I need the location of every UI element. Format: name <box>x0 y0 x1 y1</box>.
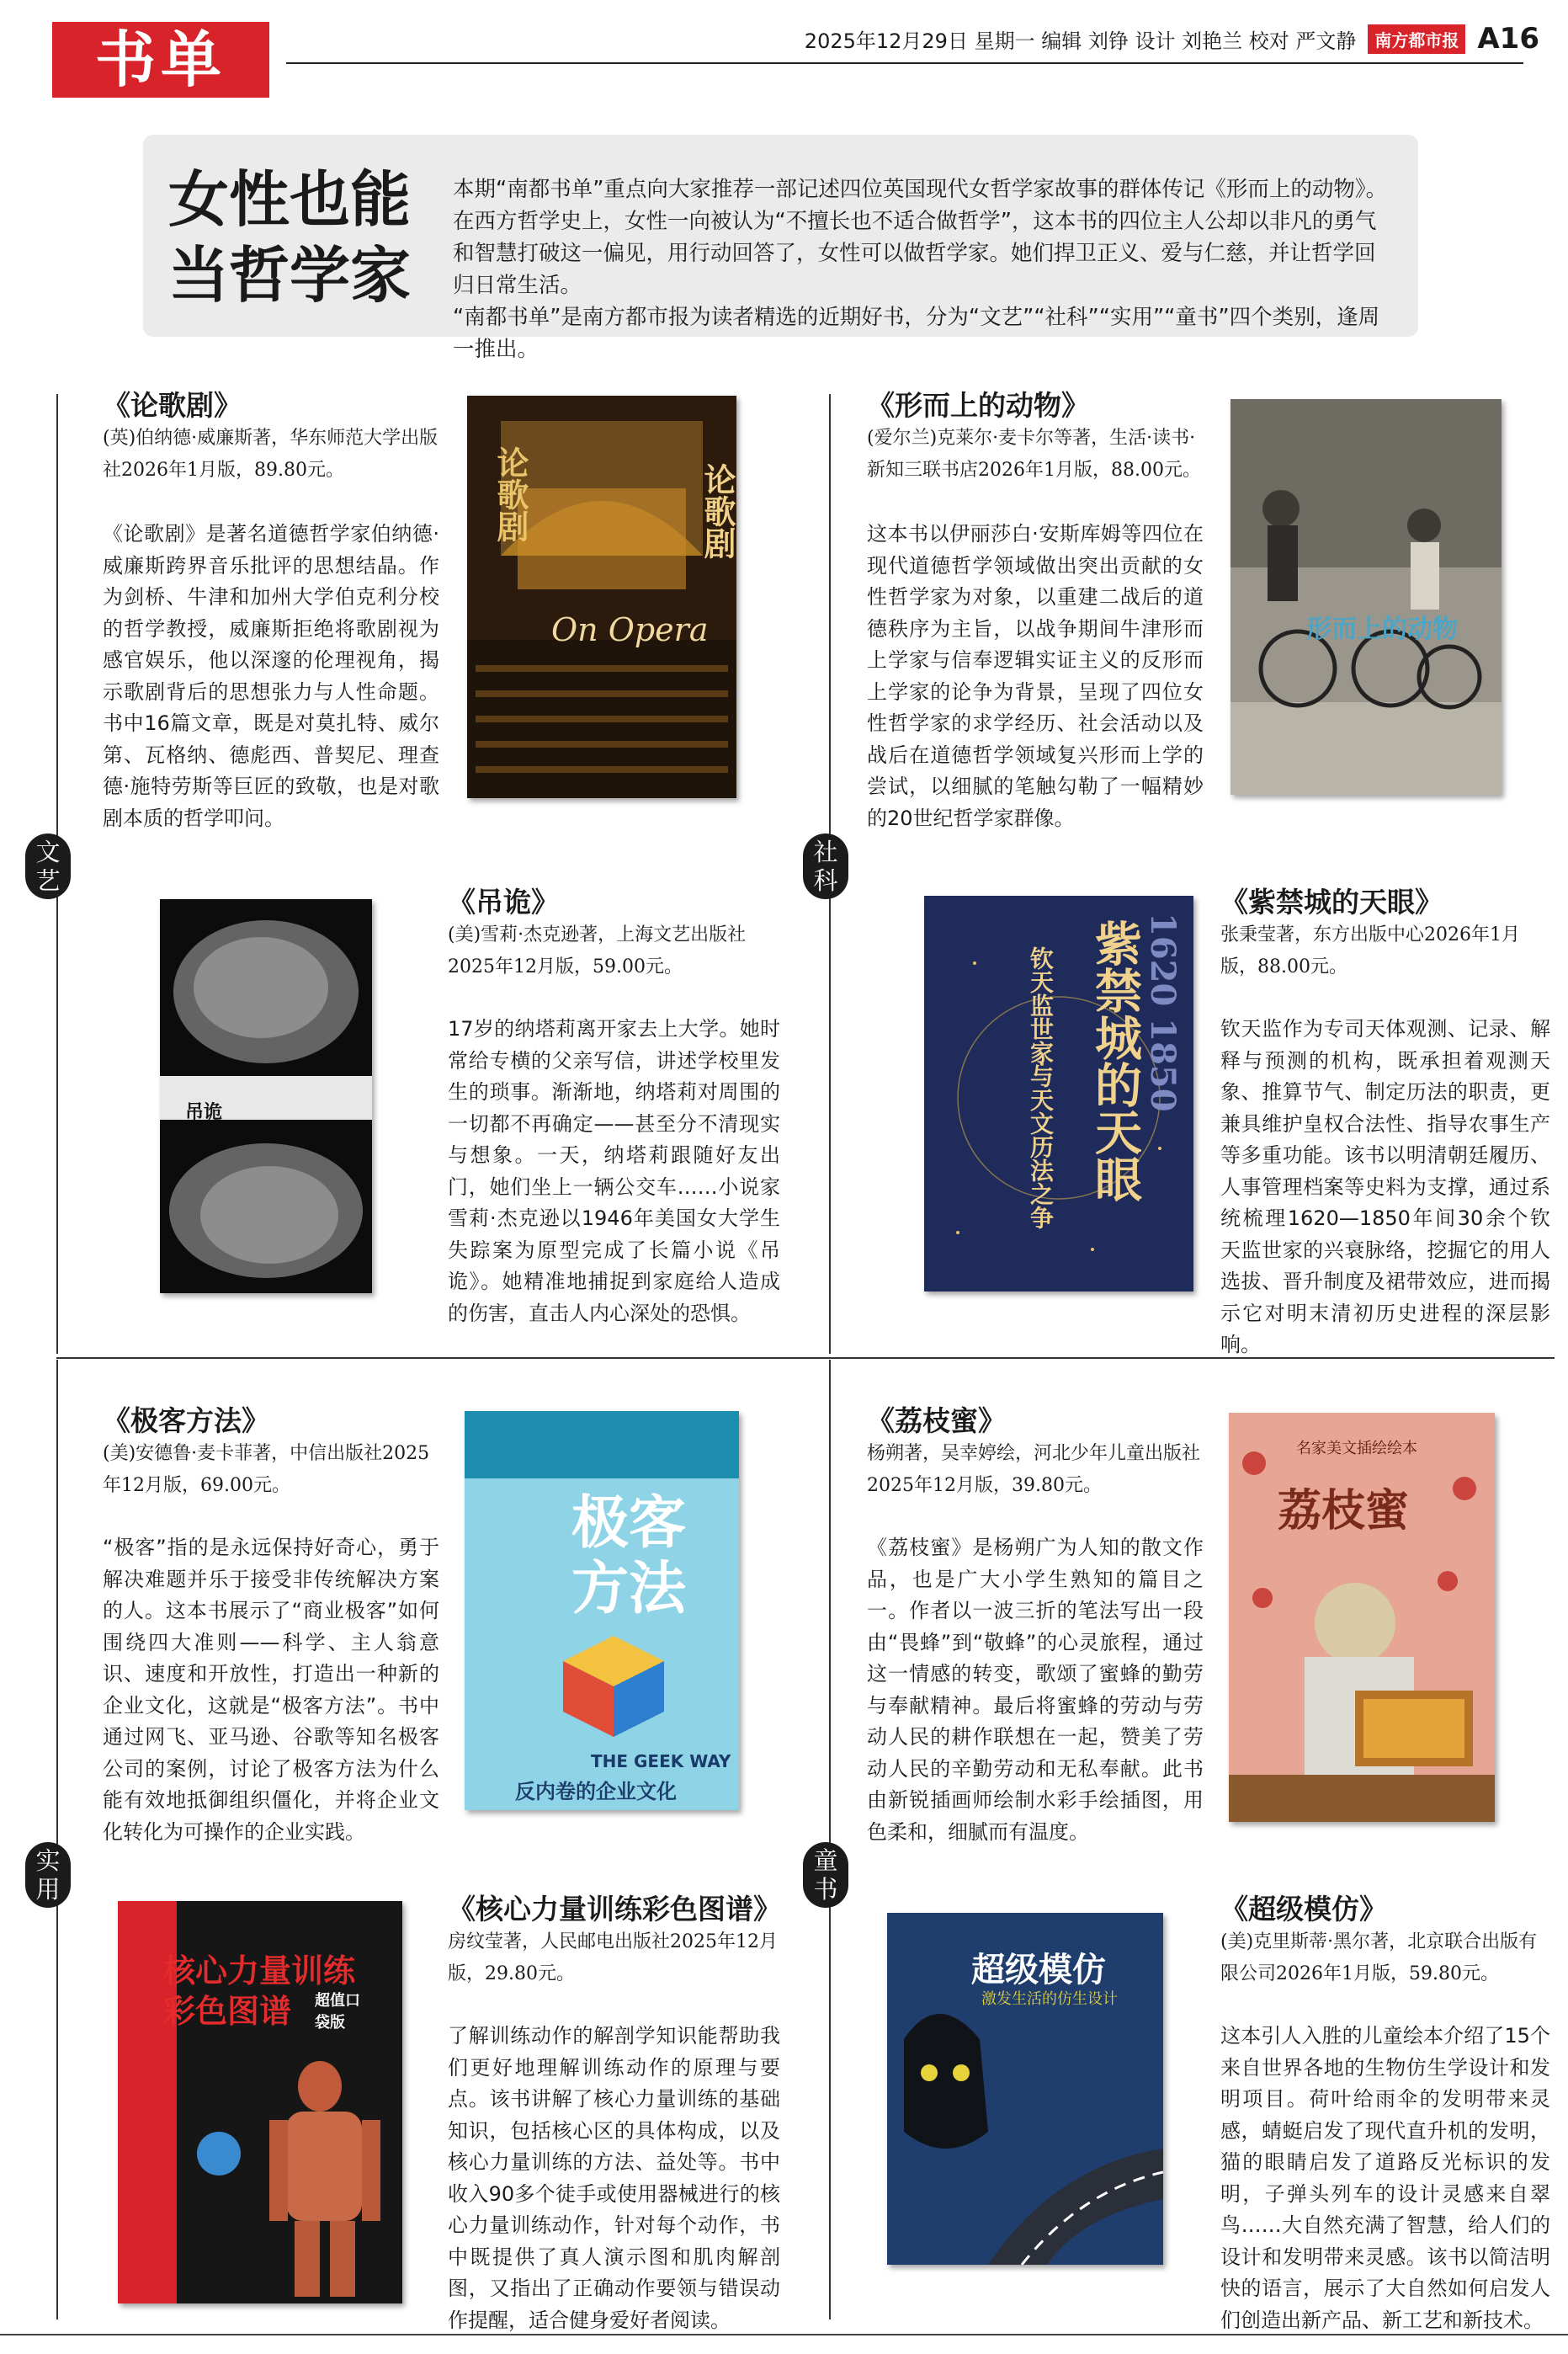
footer-rule <box>0 2334 1568 2335</box>
book-cover-diaogui <box>160 899 372 1293</box>
book-meta: 张秉莹著，东方出版中心2026年1月版，88.00元。 <box>1220 924 1520 977</box>
header-meta <box>805 20 1539 57</box>
issue-info: 2025年12月29日 星期一 编辑 刘铮 设计 刘艳兰 校对 严文静 <box>804 29 1357 53</box>
book-meta: (美)雪莉·杰克逊著，上海文艺出版社2025年12月版，59.00元。 <box>448 924 747 977</box>
book-cover-lizhimi <box>1229 1413 1495 1822</box>
book-cover-jike <box>465 1411 739 1810</box>
book-meta: (美)克里斯蒂·黑尔著，北京联合出版有限公司2026年1月版，59.80元。 <box>1220 1931 1538 1984</box>
cover-title: 超级模仿 <box>971 1951 1106 1989</box>
cover-title: 紫禁城的天眼 <box>1087 919 1142 1202</box>
cyclists-photo-illustration <box>1230 399 1502 795</box>
cover-years: 1620 1850 <box>1143 913 1183 1112</box>
section-seal-sheke: 社科 <box>803 833 848 899</box>
cover-english-title: On Opera <box>551 611 709 648</box>
book-entry-xingershang <box>867 389 1204 834</box>
page-number: A16 <box>1477 22 1539 56</box>
book-description: 《荔枝蜜》是杨朔广为人知的散文作品，也是广大小学生熟知的篇目之一。作者以一波三折的笔法写出一段由“畏蜂”到“敬蜂”的心灵旅程，通过这一情感的转变，歌颂了蜜蜂的勤劳与奉献精神。最后将蜜蜂的劳动与劳动人民的耕作联想在一起，赞美了劳动人民的辛勤劳动和无私奉献。此书由新锐插画师绘制水彩手绘插图，用色柔和，细腻而有温度。 <box>867 1536 1204 1844</box>
book-entry-chaoji <box>1220 1893 1550 2336</box>
book-entry-lungeju <box>103 389 439 834</box>
book-entry-jike <box>103 1404 439 1848</box>
book-entry-hexin <box>448 1893 780 2336</box>
newspaper-logo: 南方都市报 <box>1368 24 1465 54</box>
cover-title: 极客方法 <box>571 1490 686 1622</box>
intro-paragraph: “南都书单”是南方都市报为读者精选的近期好书，分为“文艺”“社科”“实用”“童书”四个类别，逢周一推出。 <box>453 305 1380 362</box>
book-title: 《核心力量训练彩色图谱》 <box>448 1893 781 1925</box>
book-cover-zijincheng <box>924 896 1193 1292</box>
cover-subtitle: 钦天监世家与天文历法之争 <box>1027 946 1055 1229</box>
textured-rock-illustration <box>160 899 372 1293</box>
book-description: 了解训练动作的解剖学知识能帮助我们更好地理解训练动作的原理与要点。该书讲解了核心力量训练的基础知识，包括核心区的具体构成，以及核心力量训练的方法、益处等。书中收入90多个徒手或使用器械进行的核心力量训练动作，针对每个动作，书中既提供了真人演示图和肌肉解剖图，又指出了正确动作要领与错误动作提醒，适合健身爱好者阅读。 <box>448 2024 780 2332</box>
intro-title-line: 女性也能 <box>168 164 412 235</box>
book-title: 《论歌剧》 <box>103 389 242 422</box>
book-title: 《超级模仿》 <box>1220 1893 1387 1925</box>
book-title: 《吊诡》 <box>448 886 559 919</box>
cover-title: 论歌剧 <box>699 463 736 559</box>
cover-subtitle: 反内卷的企业文化 <box>515 1780 677 1803</box>
cover-title: 核心力量训练 <box>163 1952 356 1989</box>
book-description: “极客”指的是永远保持好奇心，勇于解决难题并乐于接受非传统解决方案的人。这本书展示了“商业极客”如何围绕四大准则——科学、主人翁意识、速度和开放性，打造出一种新的企业文化，这就是“极客方法”。书中通过网飞、亚马逊、谷歌等知名极客公司的案例，讨论了极客方法为什么能有效地抵御组织僵化，并将企业文化转化为可操作的企业实践。 <box>103 1536 439 1844</box>
book-entry-zijincheng <box>1220 886 1550 1361</box>
cover-badge: 超值口袋版 <box>315 1992 360 2032</box>
cover-title: 吊诡 <box>185 1102 223 1123</box>
section-masthead: 书单 <box>52 22 269 98</box>
book-entry-diaogui <box>448 886 780 1329</box>
book-meta: (爱尔兰)克莱尔·麦卡尔等著，生活·读书·新知三联书店2026年1月版，88.00元。 <box>867 428 1201 481</box>
book-cover-lungeju <box>467 396 736 798</box>
section-seal-tongshu: 童书 <box>803 1842 848 1908</box>
header-rule <box>286 62 1523 64</box>
cover-title: 论歌剧 <box>492 446 529 542</box>
intro-title <box>168 162 438 313</box>
book-cover-hexin <box>118 1901 402 2303</box>
book-entry-lizhimi <box>867 1404 1204 1848</box>
book-description: 《论歌剧》是著名道德哲学家伯纳德·威廉斯跨界音乐批评的思想结晶。作为剑桥、牛津和加州大学伯克利分校的哲学教授，威廉斯拒绝将歌剧视为感官娱乐，他以深邃的伦理视角，揭示歌剧背后的思想张力与人性命题。书中16篇文章，既是对莫扎特、威尔第、瓦格纳、德彪西、普契尼、理查德·施特劳斯等巨匠的致敬，也是对歌剧本质的哲学叩问。 <box>103 522 439 830</box>
intro-text <box>453 173 1395 365</box>
book-meta: (英)伯纳德·威廉斯著，华东师范大学出版社2026年1月版，89.80元。 <box>103 428 439 481</box>
book-cover-xingershang <box>1230 399 1502 795</box>
rubiks-cube-illustration <box>559 1632 668 1741</box>
book-description: 钦天监作为专司天体观测、记录、解释与预测的机构，既承担着观测天象、推算节气、制定历法的职责，更兼具维护皇权合法性、指导农事生产等多重功能。该书以明清朝廷履历、人事管理档案等史料为支撑，通过系统梳理1620—1850年间30余个钦天监世家的兴衰脉络，挖掘它的用人选拔、晋升制度及裙带效应，进而揭示它对明末清初历史进程的深层影响。 <box>1220 1017 1550 1356</box>
cover-title: 彩色图谱 <box>163 1993 292 2030</box>
intro-paragraph: 本期“南都书单”重点向大家推荐一部记述四位英国现代女哲学家故事的群体传记《形而上的动物》。在西方哲学史上，女性一向被认为“不擅长也不适合做哲学”，这本书的四位主人公却以非凡的勇气和智慧打破这一偏见，用行动回答了，女性可以做哲学家。她们捍卫正义、爱与仁慈，并让哲学回归日常生活。 <box>453 177 1388 298</box>
book-meta: 房纹莹著，人民邮电出版社2025年12月版，29.80元。 <box>448 1931 778 1984</box>
cover-title: 形而上的动物 <box>1306 615 1458 644</box>
book-title: 《极客方法》 <box>103 1404 269 1437</box>
section-seal-shiyong: 实用 <box>25 1842 71 1908</box>
center-rule-bottom <box>829 1360 831 2319</box>
book-description: 17岁的纳塔莉离开家去上大学。她时常给专横的父亲写信，讲述学校里发生的琐事。渐渐地，纳塔莉对周围的一切都不再确定——甚至分不清现实与想象。一天，纳塔莉跟随好友出门，她们坐上一辆公交车……小说家雪莉·杰克逊以1946年美国女大学生失踪案为原型完成了长篇小说《吊诡》。她精准地捕捉到家庭给人造成的伤害，直击人内心深处的恐惧。 <box>448 1017 780 1325</box>
cover-header-band <box>465 1411 739 1478</box>
book-cover-chaoji <box>887 1913 1163 2265</box>
anatomy-illustration <box>185 2053 396 2297</box>
book-title: 《荔枝蜜》 <box>867 1404 1006 1437</box>
book-meta: (美)安德鲁·麦卡菲著，中信出版社2025年12月版，69.00元。 <box>103 1443 430 1496</box>
cover-title: 荔枝蜜 <box>1278 1486 1410 1536</box>
book-description: 这本书以伊丽莎白·安斯库姆等四位在现代道德哲学领域做出突出贡献的女性哲学家为对象，以重建二战后的道德秩序为主旨，以战争期间牛津形而上学家与信奉逻辑实证主义的反形而上学家的论争为背景，呈现了四位女性哲学家的求学经历、社会活动以及战后在道德哲学领域复兴形而上学的尝试，以细腻的笔触勾勒了一幅精妙的20世纪哲学家群像。 <box>867 522 1204 830</box>
section-seal-wenyi: 文艺 <box>25 833 71 899</box>
intro-title-line: 当哲学家 <box>168 240 412 311</box>
beekeeper-illustration <box>1229 1413 1495 1822</box>
left-column-rule <box>56 1360 58 2319</box>
book-title: 《形而上的动物》 <box>867 389 1089 422</box>
book-meta: 杨朔著，吴幸婷绘，河北少年儿童出版社2025年12月版，39.80元。 <box>867 1443 1201 1496</box>
book-title: 《紫禁城的天眼》 <box>1220 886 1443 919</box>
cover-series: 名家美文插绘绘本 <box>1296 1440 1417 1457</box>
book-description: 这本引人入胜的儿童绘本介绍了15个来自世界各地的生物仿生学设计和发明项目。荷叶给雨伞的发明带来灵感，蜻蜓启发了现代直升机的发明，猫的眼睛启发了道路反光标识的发明，子弹头列车的设计灵感来自翠鸟……大自然充满了智慧，给人们的设计和发明带来灵感。该书以简洁明快的语言，展示了大自然如何启发人们创造出新产品、新工艺和新技术。 <box>1220 2024 1550 2332</box>
cover-english-title: THE GEEK WAY <box>591 1751 731 1771</box>
cover-subtitle: 激发生活的仿生设计 <box>981 1990 1118 2008</box>
